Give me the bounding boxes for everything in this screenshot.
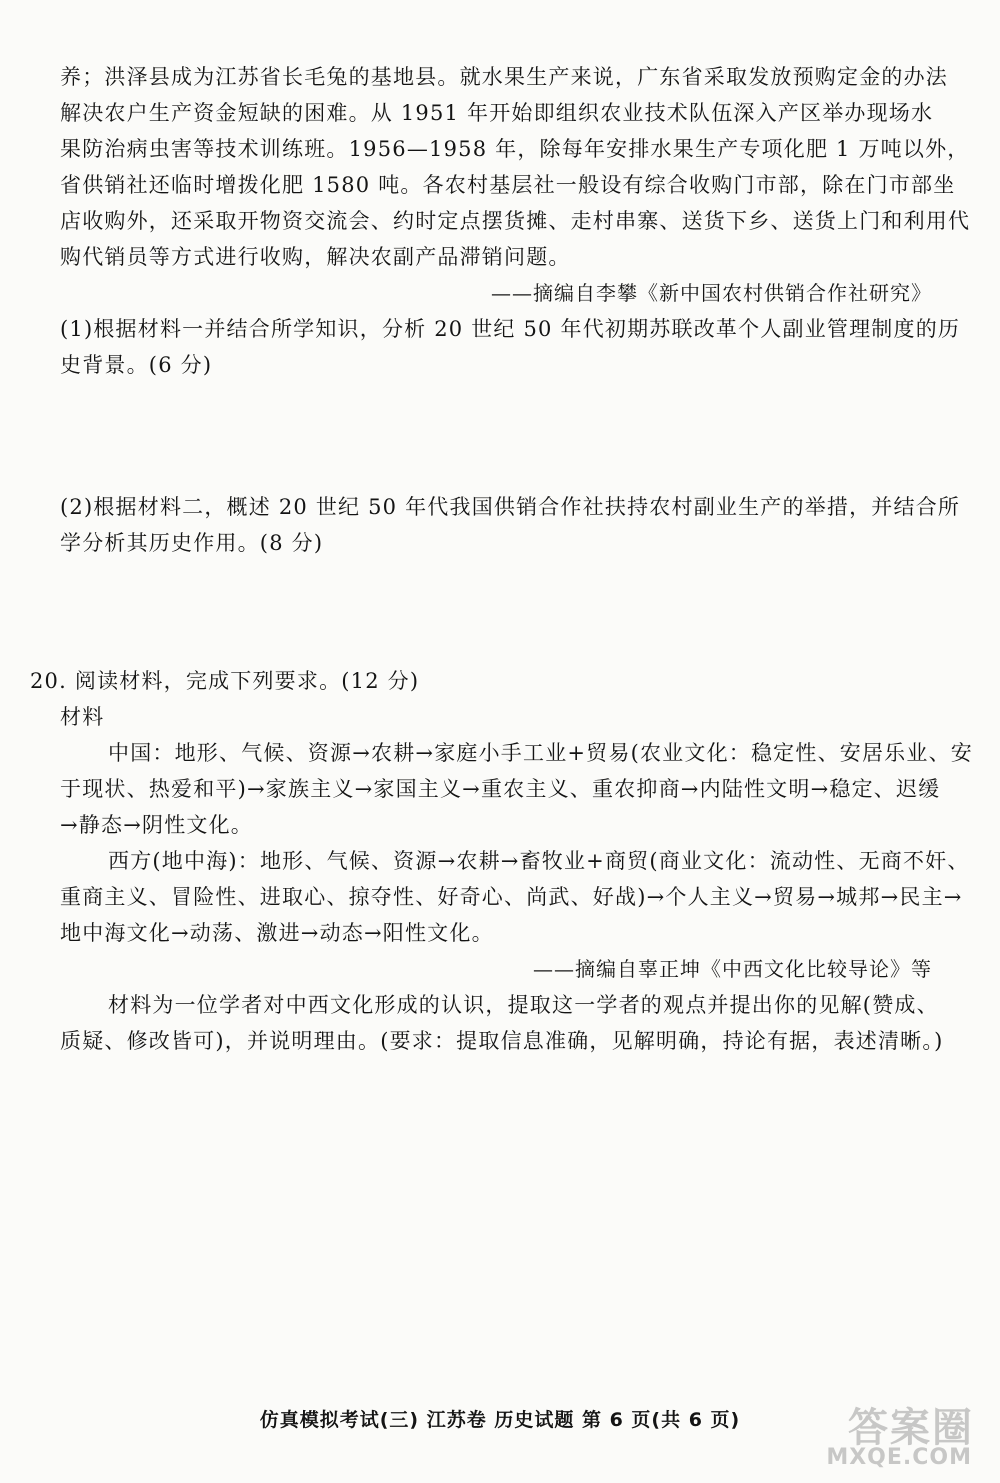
- question-20-header: 20. 阅读材料，完成下列要求。(12 分): [30, 669, 420, 693]
- page-footer: 仿真模拟考试(三) 江苏卷 历史试题 第 6 页(共 6 页): [259, 1409, 741, 1431]
- china-line-2: 于现状、热爱和平)→家族主义→家国主义→重农主义、重农抑商→内陆性文明→稳定、迟缓: [60, 777, 941, 801]
- source-citation-19: ——摘编自李攀《新中国农村供销合作社研究》: [491, 281, 932, 305]
- west-line-3: 地中海文化→动荡、激进→动态→阳性文化。: [60, 921, 494, 945]
- question-19-1-line-2: 史背景。(6 分): [60, 353, 213, 377]
- west-line-1: 西方(地中海)：地形、气候、资源→农耕→畜牧业+商贸(商业文化：流动性、无商不奸、: [108, 849, 970, 873]
- material-two-line-5: 店收购外，还采取开物资交流会、约时定点摆货摊、走村串寨、送货下乡、送货上门和利用代: [60, 209, 971, 233]
- material-two-line-4: 省供销社还临时增拨化肥 1580 吨。各农村基层社一般设有综合收购门市部，除在门市部坐: [60, 173, 956, 197]
- material-two-line-2: 解决农户生产资金短缺的困难。从 1951 年开始即组织农业技术队伍深入产区举办现场水: [60, 101, 934, 125]
- west-line-2: 重商主义、冒险性、进取心、掠夺性、好奇心、尚武、好战)→个人主义→贸易→城邦→民主→: [60, 885, 963, 909]
- question-19-2-line-1: (2)根据材料二，概述 20 世纪 50 年代我国供销合作社扶持农村副业生产的举措，并结合所: [60, 495, 961, 519]
- material-two-line-6: 购代销员等方式进行收购，解决农副产品滞销问题。: [60, 245, 571, 269]
- watermark-url: MXQE.COM: [826, 1445, 972, 1470]
- task-line-1: 材料为一位学者对中西文化形成的认识，提取这一学者的观点并提出你的见解(赞成、: [108, 993, 939, 1017]
- watermark-logo: 答案圈: [848, 1405, 974, 1451]
- china-line-3: →静态→阴性文化。: [60, 813, 253, 837]
- task-line-2: 质疑、修改皆可)，并说明理由。(要求：提取信息准确，见解明确，持论有据，表述清晰。): [60, 1029, 944, 1053]
- question-19-2-line-2: 学分析其历史作用。(8 分): [60, 531, 324, 555]
- material-two-line-3: 果防治病虫害等技术训练班。1956—1958 年，除每年安排水果生产专项化肥 1 万吨以外，: [60, 137, 970, 161]
- china-line-1: 中国：地形、气候、资源→农耕→家庭小手工业+贸易(农业文化：稳定性、安居乐业、安: [108, 741, 973, 765]
- material-two-line-1: 养；洪泽县成为江苏省长毛兔的基地县。就水果生产来说，广东省采取发放预购定金的办法: [60, 65, 948, 89]
- source-citation-20: ——摘编自辜正坤《中西文化比较导论》等: [533, 957, 932, 981]
- question-19-1-line-1: (1)根据材料一并结合所学知识，分析 20 世纪 50 年代初期苏联改革个人副业管理制度的历: [60, 317, 961, 341]
- material-label: 材料: [60, 705, 105, 729]
